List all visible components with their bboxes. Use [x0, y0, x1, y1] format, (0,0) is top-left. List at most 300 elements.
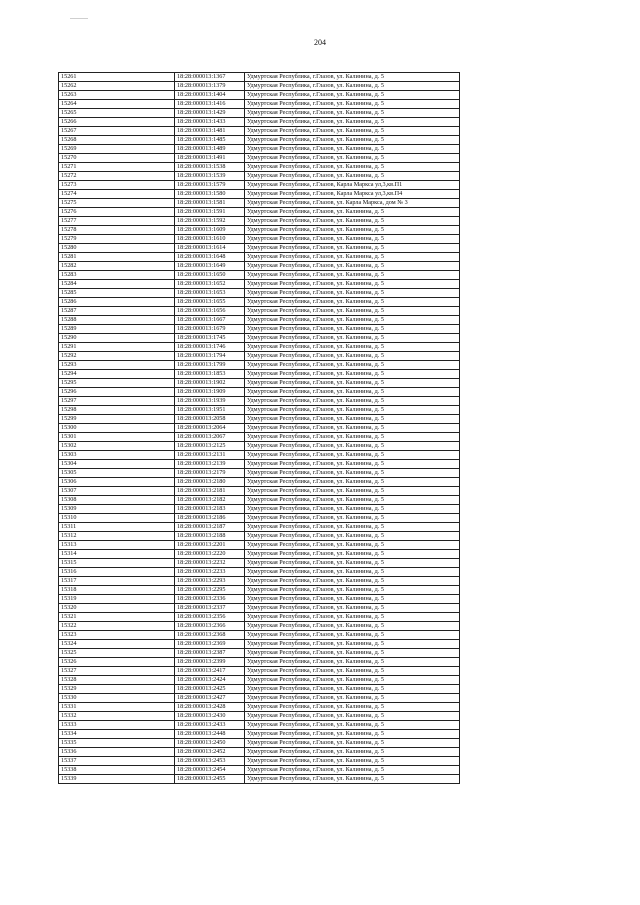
address-cell: Удмуртская Республика, г.Глазов, ул. Калинина, д. 5: [245, 730, 460, 739]
cadastral-number-cell: 18:28:000013:2433: [175, 721, 245, 730]
address-cell: Удмуртская Республика, г.Глазов, ул. Калинина, д. 5: [245, 460, 460, 469]
table-row: [59, 127, 460, 136]
cadastral-number-cell: 18:28:000013:2368: [175, 631, 245, 640]
row-number-cell: 15295: [59, 379, 175, 388]
row-number-cell: 15277: [59, 217, 175, 226]
row-number-cell: 15332: [59, 712, 175, 721]
row-number-cell: 15294: [59, 370, 175, 379]
address-cell: Удмуртская Республика, г.Глазов, ул. Калинина, д. 5: [245, 82, 460, 91]
cadastral-number-cell: 18:28:000013:1367: [175, 73, 245, 82]
cadastral-number-cell: 18:28:000013:1580: [175, 190, 245, 199]
table-row: [59, 622, 460, 631]
address-cell: Удмуртская Республика, г.Глазов, ул. Калинина, д. 5: [245, 361, 460, 370]
address-cell: Удмуртская Республика, г.Глазов, ул. Калинина, д. 5: [245, 595, 460, 604]
row-number-cell: 15265: [59, 109, 175, 118]
address-cell: Удмуртская Республика, г.Глазов, ул. Калинина, д. 5: [245, 271, 460, 280]
row-number-cell: 15316: [59, 568, 175, 577]
table-row: [59, 487, 460, 496]
table-row: [59, 109, 460, 118]
row-number-cell: 15307: [59, 487, 175, 496]
table-row: [59, 334, 460, 343]
address-cell: Удмуртская Республика, г.Глазов, ул. Калинина, д. 5: [245, 388, 460, 397]
address-cell: Удмуртская Республика, г.Глазов, ул. Калинина, д. 5: [245, 379, 460, 388]
address-cell: Удмуртская Республика, г.Глазов, ул. Калинина, д. 5: [245, 100, 460, 109]
address-cell: Удмуртская Республика, г.Глазов, ул. Калинина, д. 5: [245, 442, 460, 451]
table-row: [59, 325, 460, 334]
cadastral-number-cell: 18:28:000013:2182: [175, 496, 245, 505]
cadastral-number-cell: 18:28:000013:2233: [175, 568, 245, 577]
table-row: [59, 766, 460, 775]
table-row: [59, 694, 460, 703]
table-row: [59, 226, 460, 235]
page-number: 204: [314, 38, 326, 47]
table-row: [59, 235, 460, 244]
row-number-cell: 15301: [59, 433, 175, 442]
cadastral-number-cell: 18:28:000013:1745: [175, 334, 245, 343]
table-row: [59, 442, 460, 451]
address-cell: Удмуртская Республика, г.Глазов, ул. Калинина, д. 5: [245, 235, 460, 244]
row-number-cell: 15296: [59, 388, 175, 397]
row-number-cell: 15303: [59, 451, 175, 460]
table-row: [59, 532, 460, 541]
row-number-cell: 15302: [59, 442, 175, 451]
table-row: [59, 388, 460, 397]
cadastral-number-cell: 18:28:000013:1591: [175, 208, 245, 217]
table-row: [59, 415, 460, 424]
address-cell: Удмуртская Республика, г.Глазов, ул. Калинина, д. 5: [245, 631, 460, 640]
row-number-cell: 15286: [59, 298, 175, 307]
table-row: [59, 712, 460, 721]
cadastral-number-cell: 18:28:000013:1404: [175, 91, 245, 100]
table-row: [59, 181, 460, 190]
address-cell: Удмуртская Республика, г.Глазов, ул. Калинина, д. 5: [245, 622, 460, 631]
cadastral-number-cell: 18:28:000013:2125: [175, 442, 245, 451]
row-number-cell: 15298: [59, 406, 175, 415]
address-cell: Удмуртская Республика, г.Глазов, ул. Калинина, д. 5: [245, 577, 460, 586]
row-number-cell: 15326: [59, 658, 175, 667]
table-row: [59, 559, 460, 568]
row-number-cell: 15287: [59, 307, 175, 316]
cadastral-number-cell: 18:28:000013:1614: [175, 244, 245, 253]
row-number-cell: 15339: [59, 775, 175, 784]
row-number-cell: 15331: [59, 703, 175, 712]
cadastral-number-cell: 18:28:000013:1853: [175, 370, 245, 379]
table-row: [59, 478, 460, 487]
table-row: [59, 460, 460, 469]
table-row: [59, 541, 460, 550]
cadastral-number-cell: 18:28:000013:1610: [175, 235, 245, 244]
row-number-cell: 15275: [59, 199, 175, 208]
cadastral-number-cell: 18:28:000013:1799: [175, 361, 245, 370]
cadastral-number-cell: 18:28:000013:1656: [175, 307, 245, 316]
cadastral-number-cell: 18:28:000013:2232: [175, 559, 245, 568]
row-number-cell: 15319: [59, 595, 175, 604]
table-row: [59, 91, 460, 100]
table-row: [59, 370, 460, 379]
table-row: [59, 631, 460, 640]
address-cell: Удмуртская Республика, г.Глазов, ул. Калинина, д. 5: [245, 136, 460, 145]
address-cell: Удмуртская Республика, г.Глазов, ул. Калинина, д. 5: [245, 550, 460, 559]
row-number-cell: 15325: [59, 649, 175, 658]
cadastral-number-cell: 18:28:000013:1951: [175, 406, 245, 415]
cadastral-number-cell: 18:28:000013:2293: [175, 577, 245, 586]
address-cell: Удмуртская Республика, г.Глазов, ул. Калинина, д. 5: [245, 334, 460, 343]
cadastral-number-cell: 18:28:000013:2452: [175, 748, 245, 757]
table-row: [59, 136, 460, 145]
row-number-cell: 15268: [59, 136, 175, 145]
row-number-cell: 15315: [59, 559, 175, 568]
cadastral-number-cell: 18:28:000013:1491: [175, 154, 245, 163]
row-number-cell: 15314: [59, 550, 175, 559]
cadastral-number-cell: 18:28:000013:1939: [175, 397, 245, 406]
registry-body: [59, 73, 460, 784]
table-row: [59, 721, 460, 730]
table-row: [59, 658, 460, 667]
address-cell: Удмуртская Республика, г.Глазов, ул. Калинина, д. 5: [245, 316, 460, 325]
row-number-cell: 15261: [59, 73, 175, 82]
cadastral-number-cell: 18:28:000013:2450: [175, 739, 245, 748]
address-cell: Удмуртская Республика, г.Глазов, ул. Калинина, д. 5: [245, 352, 460, 361]
address-cell: Удмуртская Республика, г.Глазов, ул. Калинина, д. 5: [245, 253, 460, 262]
cadastral-number-cell: 18:28:000013:2181: [175, 487, 245, 496]
cadastral-number-cell: 18:28:000013:1667: [175, 316, 245, 325]
row-number-cell: 15327: [59, 667, 175, 676]
table-row: [59, 163, 460, 172]
table-row: [59, 100, 460, 109]
table-row: [59, 208, 460, 217]
row-number-cell: 15263: [59, 91, 175, 100]
registry-table: [58, 72, 460, 784]
table-row: [59, 352, 460, 361]
cadastral-number-cell: 18:28:000013:2366: [175, 622, 245, 631]
address-cell: Удмуртская Республика, г.Глазов, ул. Калинина, д. 5: [245, 739, 460, 748]
cadastral-number-cell: 18:28:000013:2417: [175, 667, 245, 676]
table-row: [59, 748, 460, 757]
address-cell: Удмуртская Республика, г.Глазов, ул. Калинина, д. 5: [245, 226, 460, 235]
address-cell: Удмуртская Республика, г.Глазов, ул. Калинина, д. 5: [245, 640, 460, 649]
row-number-cell: 15281: [59, 253, 175, 262]
address-cell: Удмуртская Республика, г.Глазов, ул. Калинина, д. 5: [245, 469, 460, 478]
table-row: [59, 118, 460, 127]
table-row: [59, 613, 460, 622]
address-cell: Удмуртская Республика, г.Глазов, ул. Калинина, д. 5: [245, 262, 460, 271]
row-number-cell: 15272: [59, 172, 175, 181]
address-cell: Удмуртская Республика, г.Глазов, ул. Калинина, д. 5: [245, 514, 460, 523]
cadastral-number-cell: 18:28:000013:2428: [175, 703, 245, 712]
table-row: [59, 550, 460, 559]
table-row: [59, 406, 460, 415]
row-number-cell: 15338: [59, 766, 175, 775]
table-row: [59, 145, 460, 154]
cadastral-number-cell: 18:28:000013:2399: [175, 658, 245, 667]
cadastral-number-cell: 18:28:000013:1485: [175, 136, 245, 145]
table-row: [59, 523, 460, 532]
row-number-cell: 15312: [59, 532, 175, 541]
cadastral-number-cell: 18:28:000013:2427: [175, 694, 245, 703]
cadastral-number-cell: 18:28:000013:1489: [175, 145, 245, 154]
address-cell: Удмуртская Республика, г.Глазов, ул. Калинина, д. 5: [245, 280, 460, 289]
table-row: [59, 280, 460, 289]
row-number-cell: 15304: [59, 460, 175, 469]
cadastral-number-cell: 18:28:000013:2067: [175, 433, 245, 442]
row-number-cell: 15266: [59, 118, 175, 127]
address-cell: Удмуртская Республика, г.Глазов, ул. Карла Маркса, дом № 3: [245, 199, 460, 208]
address-cell: Удмуртская Республика, г.Глазов, ул. Калинина, д. 5: [245, 208, 460, 217]
table-row: [59, 676, 460, 685]
address-cell: Удмуртская Республика, г.Глазов, ул. Калинина, д. 5: [245, 712, 460, 721]
cadastral-number-cell: 18:28:000013:2186: [175, 514, 245, 523]
row-number-cell: 15323: [59, 631, 175, 640]
address-cell: Удмуртская Республика, г.Глазов, ул. Калинина, д. 5: [245, 613, 460, 622]
address-cell: Удмуртская Республика, г.Глазов, Карла Маркса ул,3,кв.П4: [245, 190, 460, 199]
cadastral-number-cell: 18:28:000013:2448: [175, 730, 245, 739]
address-cell: Удмуртская Республика, г.Глазов, ул. Калинина, д. 5: [245, 694, 460, 703]
row-number-cell: 15299: [59, 415, 175, 424]
table-row: [59, 604, 460, 613]
cadastral-number-cell: 18:28:000013:1648: [175, 253, 245, 262]
row-number-cell: 15317: [59, 577, 175, 586]
table-row: [59, 343, 460, 352]
table-row: [59, 82, 460, 91]
cadastral-number-cell: 18:28:000013:1746: [175, 343, 245, 352]
address-cell: Удмуртская Республика, г.Глазов, ул. Калинина, д. 5: [245, 505, 460, 514]
table-row: [59, 172, 460, 181]
table-row: [59, 253, 460, 262]
address-cell: Удмуртская Республика, г.Глазов, ул. Калинина, д. 5: [245, 424, 460, 433]
cadastral-number-cell: 18:28:000013:2131: [175, 451, 245, 460]
cadastral-number-cell: 18:28:000013:2188: [175, 532, 245, 541]
address-cell: Удмуртская Республика, г.Глазов, ул. Калинина, д. 5: [245, 289, 460, 298]
table-row: [59, 667, 460, 676]
table-row: [59, 424, 460, 433]
address-cell: Удмуртская Республика, г.Глазов, ул. Калинина, д. 5: [245, 523, 460, 532]
row-number-cell: 15328: [59, 676, 175, 685]
table-row: [59, 244, 460, 253]
address-cell: Удмуртская Республика, г.Глазов, ул. Калинина, д. 5: [245, 451, 460, 460]
table-row: [59, 730, 460, 739]
table-row: [59, 397, 460, 406]
table-row: [59, 361, 460, 370]
row-number-cell: 15276: [59, 208, 175, 217]
address-cell: Удмуртская Республика, г.Глазов, ул. Калинина, д. 5: [245, 406, 460, 415]
row-number-cell: 15267: [59, 127, 175, 136]
cadastral-number-cell: 18:28:000013:2058: [175, 415, 245, 424]
row-number-cell: 15270: [59, 154, 175, 163]
cadastral-number-cell: 18:28:000013:2387: [175, 649, 245, 658]
address-cell: Удмуртская Республика, г.Глазов, ул. Калинина, д. 5: [245, 559, 460, 568]
address-cell: Удмуртская Республика, г.Глазов, ул. Калинина, д. 5: [245, 748, 460, 757]
cadastral-number-cell: 18:28:000013:1433: [175, 118, 245, 127]
table-row: [59, 316, 460, 325]
row-number-cell: 15324: [59, 640, 175, 649]
table-row: [59, 271, 460, 280]
cadastral-number-cell: 18:28:000013:2356: [175, 613, 245, 622]
cadastral-number-cell: 18:28:000013:2180: [175, 478, 245, 487]
cadastral-number-cell: 18:28:000013:1902: [175, 379, 245, 388]
table-row: [59, 262, 460, 271]
address-cell: Удмуртская Республика, г.Глазов, ул. Калинина, д. 5: [245, 172, 460, 181]
row-number-cell: 15329: [59, 685, 175, 694]
cadastral-number-cell: 18:28:000013:2455: [175, 775, 245, 784]
table-row: [59, 577, 460, 586]
address-cell: Удмуртская Республика, г.Глазов, ул. Калинина, д. 5: [245, 649, 460, 658]
row-number-cell: 15336: [59, 748, 175, 757]
address-cell: Удмуртская Республика, г.Глазов, ул. Калинина, д. 5: [245, 703, 460, 712]
address-cell: Удмуртская Республика, г.Глазов, ул. Калинина, д. 5: [245, 127, 460, 136]
table-row: [59, 703, 460, 712]
cadastral-number-cell: 18:28:000013:2139: [175, 460, 245, 469]
table-row: [59, 739, 460, 748]
table-row: [59, 298, 460, 307]
cadastral-number-cell: 18:28:000013:1429: [175, 109, 245, 118]
row-number-cell: 15297: [59, 397, 175, 406]
table-row: [59, 469, 460, 478]
address-cell: Удмуртская Республика, г.Глазов, ул. Калинина, д. 5: [245, 685, 460, 694]
table-row: [59, 307, 460, 316]
cadastral-number-cell: 18:28:000013:2336: [175, 595, 245, 604]
row-number-cell: 15285: [59, 289, 175, 298]
address-cell: Удмуртская Республика, г.Глазов, ул. Калинина, д. 5: [245, 676, 460, 685]
cadastral-number-cell: 18:28:000013:2454: [175, 766, 245, 775]
row-number-cell: 15333: [59, 721, 175, 730]
table-row: [59, 496, 460, 505]
table-row: [59, 379, 460, 388]
address-cell: Удмуртская Республика, г.Глазов, ул. Калинина, д. 5: [245, 757, 460, 766]
address-cell: Удмуртская Республика, г.Глазов, ул. Калинина, д. 5: [245, 532, 460, 541]
table-row: [59, 775, 460, 784]
address-cell: Удмуртская Республика, г.Глазов, ул. Калинина, д. 5: [245, 568, 460, 577]
row-number-cell: 15330: [59, 694, 175, 703]
row-number-cell: 15289: [59, 325, 175, 334]
row-number-cell: 15279: [59, 235, 175, 244]
row-number-cell: 15290: [59, 334, 175, 343]
cadastral-number-cell: 18:28:000013:1379: [175, 82, 245, 91]
cadastral-number-cell: 18:28:000013:1539: [175, 172, 245, 181]
cadastral-number-cell: 18:28:000013:1679: [175, 325, 245, 334]
address-cell: Удмуртская Республика, г.Глазов, ул. Калинина, д. 5: [245, 487, 460, 496]
address-cell: Удмуртская Республика, г.Глазов, ул. Калинина, д. 5: [245, 217, 460, 226]
row-number-cell: 15293: [59, 361, 175, 370]
row-number-cell: 15264: [59, 100, 175, 109]
table-row: [59, 514, 460, 523]
row-number-cell: 15273: [59, 181, 175, 190]
address-cell: Удмуртская Республика, г.Глазов, ул. Калинина, д. 5: [245, 118, 460, 127]
table-row: [59, 433, 460, 442]
row-number-cell: 15308: [59, 496, 175, 505]
row-number-cell: 15274: [59, 190, 175, 199]
table-row: [59, 451, 460, 460]
cadastral-number-cell: 18:28:000013:1655: [175, 298, 245, 307]
table-row: [59, 649, 460, 658]
cadastral-number-cell: 18:28:000013:1609: [175, 226, 245, 235]
row-number-cell: 15309: [59, 505, 175, 514]
cadastral-number-cell: 18:28:000013:1909: [175, 388, 245, 397]
cadastral-number-cell: 18:28:000013:2183: [175, 505, 245, 514]
cadastral-number-cell: 18:28:000013:2201: [175, 541, 245, 550]
address-cell: Удмуртская Республика, г.Глазов, ул. Калинина, д. 5: [245, 667, 460, 676]
row-number-cell: 15291: [59, 343, 175, 352]
row-number-cell: 15318: [59, 586, 175, 595]
address-cell: Удмуртская Республика, г.Глазов, ул. Калинина, д. 5: [245, 325, 460, 334]
table-row: [59, 73, 460, 82]
table-row: [59, 505, 460, 514]
table-row: [59, 199, 460, 208]
address-cell: Удмуртская Республика, г.Глазов, ул. Калинина, д. 5: [245, 343, 460, 352]
cadastral-number-cell: 18:28:000013:2295: [175, 586, 245, 595]
row-number-cell: 15322: [59, 622, 175, 631]
table-row: [59, 595, 460, 604]
cadastral-number-cell: 18:28:000013:2424: [175, 676, 245, 685]
table-row: [59, 640, 460, 649]
row-number-cell: 15288: [59, 316, 175, 325]
row-number-cell: 15311: [59, 523, 175, 532]
table-row: [59, 190, 460, 199]
table-row: [59, 586, 460, 595]
address-cell: Удмуртская Республика, г.Глазов, ул. Калинина, д. 5: [245, 478, 460, 487]
address-cell: Удмуртская Республика, г.Глазов, Карла Маркса ул,3,кв.П1: [245, 181, 460, 190]
cadastral-number-cell: 18:28:000013:1592: [175, 217, 245, 226]
table-row: [59, 217, 460, 226]
cadastral-number-cell: 18:28:000013:2430: [175, 712, 245, 721]
table-row: [59, 289, 460, 298]
row-number-cell: 15284: [59, 280, 175, 289]
address-cell: Удмуртская Республика, г.Глазов, ул. Калинина, д. 5: [245, 91, 460, 100]
cadastral-number-cell: 18:28:000013:2064: [175, 424, 245, 433]
address-cell: Удмуртская Республика, г.Глазов, ул. Калинина, д. 5: [245, 721, 460, 730]
row-number-cell: 15282: [59, 262, 175, 271]
address-cell: Удмуртская Республика, г.Глазов, ул. Калинина, д. 5: [245, 397, 460, 406]
row-number-cell: 15283: [59, 271, 175, 280]
cadastral-number-cell: 18:28:000013:2369: [175, 640, 245, 649]
address-cell: Удмуртская Республика, г.Глазов, ул. Калинина, д. 5: [245, 775, 460, 784]
row-number-cell: 15310: [59, 514, 175, 523]
table-row: [59, 685, 460, 694]
address-cell: Удмуртская Республика, г.Глазов, ул. Калинина, д. 5: [245, 766, 460, 775]
address-cell: Удмуртская Республика, г.Глазов, ул. Калинина, д. 5: [245, 541, 460, 550]
row-number-cell: 15292: [59, 352, 175, 361]
address-cell: Удмуртская Республика, г.Глазов, ул. Калинина, д. 5: [245, 307, 460, 316]
address-cell: Удмуртская Республика, г.Глазов, ул. Калинина, д. 5: [245, 163, 460, 172]
cadastral-number-cell: 18:28:000013:1652: [175, 280, 245, 289]
address-cell: Удмуртская Республика, г.Глазов, ул. Калинина, д. 5: [245, 586, 460, 595]
row-number-cell: 15306: [59, 478, 175, 487]
cadastral-number-cell: 18:28:000013:2453: [175, 757, 245, 766]
cadastral-number-cell: 18:28:000013:1538: [175, 163, 245, 172]
row-number-cell: 15271: [59, 163, 175, 172]
row-number-cell: 15313: [59, 541, 175, 550]
cadastral-number-cell: 18:28:000013:1481: [175, 127, 245, 136]
row-number-cell: 15321: [59, 613, 175, 622]
row-number-cell: 15334: [59, 730, 175, 739]
cadastral-number-cell: 18:28:000013:2220: [175, 550, 245, 559]
address-cell: Удмуртская Республика, г.Глазов, ул. Калинина, д. 5: [245, 109, 460, 118]
address-cell: Удмуртская Республика, г.Глазов, ул. Калинина, д. 5: [245, 658, 460, 667]
cadastral-number-cell: 18:28:000013:1581: [175, 199, 245, 208]
address-cell: Удмуртская Республика, г.Глазов, ул. Калинина, д. 5: [245, 496, 460, 505]
address-cell: Удмуртская Республика, г.Глазов, ул. Калинина, д. 5: [245, 604, 460, 613]
cadastral-number-cell: 18:28:000013:2425: [175, 685, 245, 694]
address-cell: Удмуртская Республика, г.Глазов, ул. Калинина, д. 5: [245, 433, 460, 442]
address-cell: Удмуртская Республика, г.Глазов, ул. Калинина, д. 5: [245, 415, 460, 424]
cadastral-number-cell: 18:28:000013:1579: [175, 181, 245, 190]
address-cell: Удмуртская Республика, г.Глазов, ул. Калинина, д. 5: [245, 298, 460, 307]
address-cell: Удмуртская Республика, г.Глазов, ул. Калинина, д. 5: [245, 145, 460, 154]
row-number-cell: 15280: [59, 244, 175, 253]
cadastral-number-cell: 18:28:000013:2179: [175, 469, 245, 478]
cadastral-number-cell: 18:28:000013:1650: [175, 271, 245, 280]
scan-mark: [70, 18, 88, 19]
row-number-cell: 15300: [59, 424, 175, 433]
